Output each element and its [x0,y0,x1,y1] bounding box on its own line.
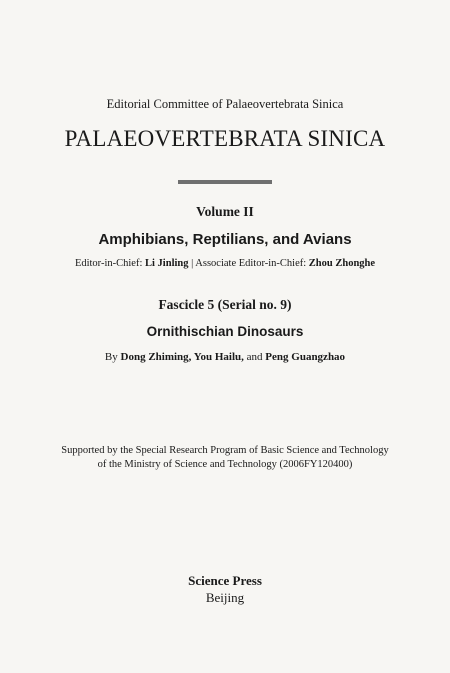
publisher-city: Beijing [205,590,245,605]
last-author-name: Peng Guangzhao [265,351,346,363]
authors-line [0,351,450,363]
and-label: and [246,351,263,363]
publisher-name: Science Press [188,573,262,588]
volume-title: Amphibians, Reptilians, and Avians [98,231,352,248]
support-note-line-1: Supported by the Special Research Program of Basic Science and Technology [61,445,389,456]
committee-name: Editorial Committee of Palaeovertebrata Sinica [106,97,344,111]
editor-in-chief-name: Li Jinling [145,258,189,269]
associate-editor-label: Associate Editor-in-Chief: [195,258,307,269]
editor-separator: | [191,258,194,269]
by-label: By [104,351,118,363]
support-note-line-2: of the Ministry of Science and Technology (2006FY120400) [97,459,353,470]
fascicle-label: Fascicle 5 (Serial no. 9) [158,297,292,312]
fascicle-title: Ornithischian Dinosaurs [146,324,304,339]
decorative-rule [178,180,272,184]
author-names: Dong Zhiming, You Hailu, [120,351,244,363]
editors-line [0,258,450,269]
series-title: PALAEOVERTEBRATA SINICA [64,126,386,151]
associate-editor-name: Zhou Zhonghe [308,258,376,269]
volume-label: Volume II [196,204,254,219]
editor-in-chief-label: Editor-in-Chief: [74,258,143,269]
